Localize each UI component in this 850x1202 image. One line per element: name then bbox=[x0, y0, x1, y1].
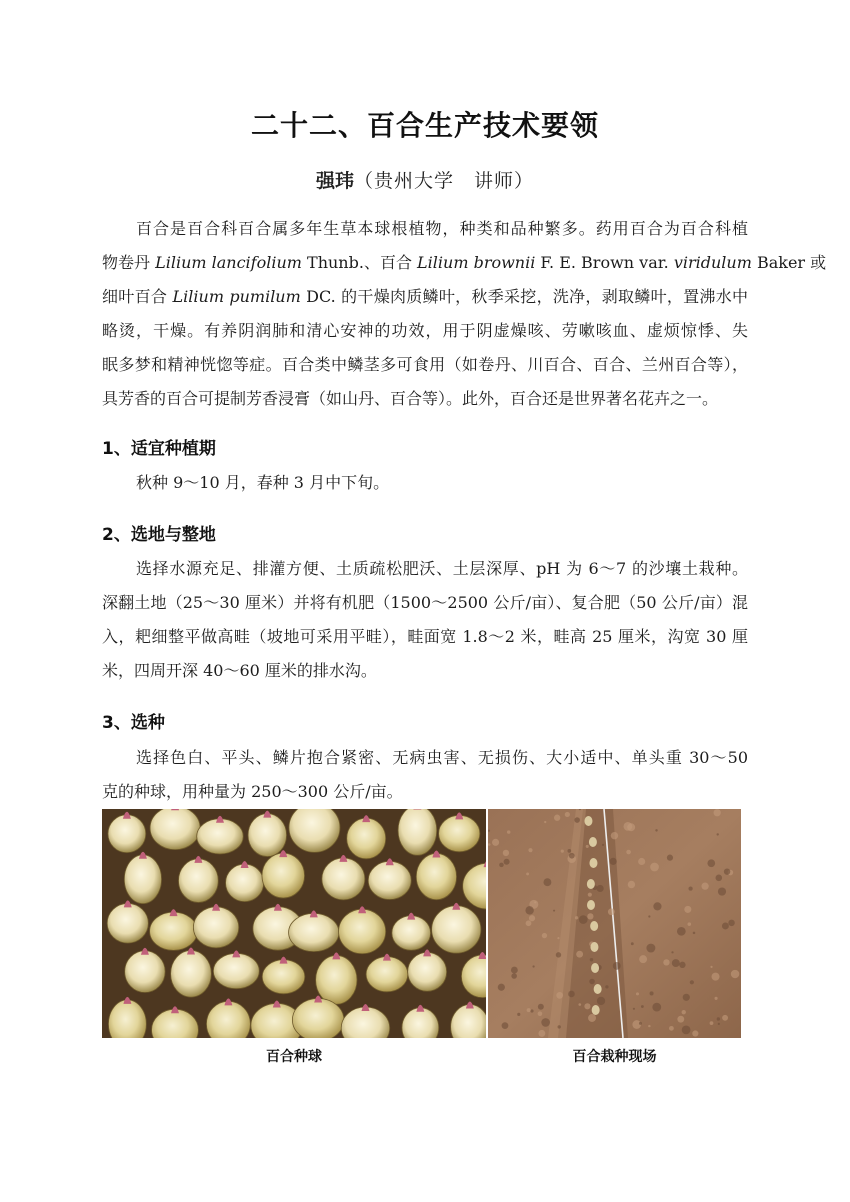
soil-clod-shape bbox=[717, 833, 719, 835]
text-run: 具芳香的百合可提制芳香浸膏（如山丹、百合等）。此外，百合还是世界著名花卉之一。 bbox=[102, 389, 719, 408]
bulb-shape bbox=[150, 912, 198, 950]
bulb-shape bbox=[366, 957, 408, 992]
soil-clod-shape bbox=[710, 1021, 714, 1025]
soil-clod-shape bbox=[653, 902, 661, 910]
soil-clod-shape bbox=[718, 1023, 720, 1025]
text-run: 略烫，干燥。有养阴润肺和清心安神的功效，用于阴虚燥咳、劳嗽咳血、虚烦惊悸、失 bbox=[102, 321, 748, 340]
lily-bulbs-image bbox=[102, 809, 486, 1038]
soil-clod-shape bbox=[504, 859, 510, 865]
soil-clod-shape bbox=[542, 933, 547, 938]
soil-clod-shape bbox=[558, 1025, 561, 1028]
bulb-shape bbox=[262, 853, 305, 898]
bulb-shape bbox=[392, 916, 431, 951]
soil-clod-shape bbox=[597, 997, 605, 1005]
soil-clod-shape bbox=[728, 920, 734, 926]
soil-clod-shape bbox=[671, 951, 673, 953]
bulb-shape bbox=[107, 903, 148, 943]
soil-clod-shape bbox=[511, 967, 518, 974]
soil-clod-shape bbox=[588, 893, 592, 897]
soil-clod-shape bbox=[503, 850, 509, 856]
soil-clod-shape bbox=[578, 1003, 581, 1006]
soil-clod-shape bbox=[688, 886, 692, 890]
soil-clod-shape bbox=[611, 832, 618, 839]
soil-clod-shape bbox=[556, 992, 563, 999]
text-run: F. E. Brown var. bbox=[535, 253, 674, 272]
soil-clod-shape bbox=[499, 863, 504, 868]
soil-clod-shape bbox=[692, 1030, 698, 1036]
planted-bulb-shape bbox=[587, 900, 595, 910]
soil-clod-shape bbox=[688, 922, 692, 926]
text-run: 眠多梦和精神恍惚等症。百合类中鳞茎多可食用（如卷丹、川百合、百合、兰州百合等）， bbox=[102, 355, 748, 374]
text-run: 物卷丹 bbox=[102, 253, 156, 272]
soil-clod-shape bbox=[715, 997, 718, 1000]
section-heading-seed-selection: 3、选种 bbox=[102, 713, 165, 733]
planting-field-photo bbox=[488, 809, 741, 1038]
text-line bbox=[102, 620, 748, 654]
soil-clod-shape bbox=[731, 970, 739, 978]
bulb-shape bbox=[248, 814, 287, 857]
text-line bbox=[102, 552, 748, 586]
soil-clod-shape bbox=[682, 1025, 691, 1034]
bulb-shape bbox=[178, 859, 218, 903]
text-run: 细叶百合 bbox=[102, 287, 173, 306]
soil-clod-shape bbox=[610, 858, 617, 865]
soil-clod-shape bbox=[690, 980, 694, 984]
soil-clod-shape bbox=[650, 863, 659, 872]
bulb-shape bbox=[292, 998, 344, 1038]
bulb-shape bbox=[262, 960, 305, 994]
soil-clod-shape bbox=[561, 850, 564, 853]
soil-clod-shape bbox=[569, 853, 575, 859]
soil-clod-shape bbox=[576, 951, 583, 958]
text-line bbox=[102, 280, 748, 314]
soil-clod-shape bbox=[712, 973, 720, 981]
planted-bulb-shape bbox=[584, 816, 592, 826]
soil-clod-shape bbox=[557, 937, 559, 939]
bulb-shape bbox=[125, 951, 165, 993]
text-line bbox=[102, 314, 748, 348]
latin-name: viridulum bbox=[673, 253, 752, 272]
soil-clod-shape bbox=[579, 915, 588, 924]
soil-clod-shape bbox=[613, 962, 621, 970]
soil-clod-shape bbox=[567, 849, 571, 853]
soil-clod-shape bbox=[538, 1011, 543, 1016]
text-run: 深翻土地（25～30 厘米）并将有机肥（1500～2500 公斤/亩）、复合肥（50 公斤/亩）混 bbox=[102, 593, 748, 612]
bulb-shape bbox=[408, 952, 447, 991]
soil-clod-shape bbox=[589, 979, 595, 985]
soil-clod-shape bbox=[538, 1004, 544, 1010]
text-run: DC. 的干燥肉质鳞叶，秋季采挖，洗净，剥取鳞叶，置沸水中 bbox=[300, 287, 749, 306]
text-run: 米，四周开深 40～60 厘米的排水沟。 bbox=[102, 661, 377, 680]
soil-clod-shape bbox=[683, 994, 690, 1001]
soil-clod-shape bbox=[574, 817, 580, 823]
soil-clod-shape bbox=[655, 829, 657, 831]
intro-paragraph bbox=[102, 212, 827, 416]
bulb-shape bbox=[439, 815, 480, 851]
soil-clod-shape bbox=[525, 906, 533, 914]
text-line bbox=[102, 466, 748, 500]
bulb-shape bbox=[193, 907, 238, 948]
soil-clod-shape bbox=[648, 915, 650, 917]
soil-clod-shape bbox=[584, 1003, 590, 1009]
bulb-shape bbox=[171, 950, 212, 997]
text-line bbox=[102, 741, 748, 775]
text-run: Thunb.、百合 bbox=[301, 253, 418, 272]
soil-clod-shape bbox=[565, 812, 570, 817]
planted-bulb-shape bbox=[591, 963, 599, 973]
soil-clod-shape bbox=[679, 962, 685, 968]
author-name: 强玮 bbox=[315, 170, 354, 192]
soil-clod-shape bbox=[530, 1009, 533, 1012]
planted-bulb-shape bbox=[589, 858, 597, 868]
soil-clod-shape bbox=[586, 845, 589, 848]
soil-clod-shape bbox=[511, 973, 517, 979]
soil-clod-shape bbox=[633, 1008, 635, 1010]
soil-clod-shape bbox=[677, 927, 686, 936]
soil-clod-shape bbox=[722, 923, 729, 930]
planted-bulb-shape bbox=[594, 984, 602, 994]
figure-caption-lily-bulbs: 百合种球 bbox=[266, 1049, 322, 1065]
soil-clod-shape bbox=[639, 955, 647, 963]
author-affiliation: （贵州大学 讲师） bbox=[354, 170, 535, 192]
bulb-shape bbox=[197, 819, 244, 854]
soil-clod-shape bbox=[710, 966, 712, 968]
bulb-shape bbox=[322, 858, 365, 900]
latin-name: Lilium lancifolium bbox=[155, 253, 302, 272]
soil-clod-shape bbox=[532, 965, 534, 967]
bulb-shape bbox=[150, 809, 200, 850]
soil-clod-shape bbox=[507, 830, 510, 833]
text-run: 克的种球，用种量为 250～300 公斤/亩。 bbox=[102, 782, 403, 801]
soil-clod-shape bbox=[541, 1018, 550, 1027]
soil-clod-shape bbox=[538, 1030, 545, 1037]
bulb-shape bbox=[289, 913, 339, 951]
soil-clod-shape bbox=[722, 1015, 728, 1021]
soil-clod-shape bbox=[624, 822, 633, 831]
section-body-site-preparation bbox=[102, 552, 748, 688]
text-run: Baker 或 bbox=[751, 253, 827, 272]
text-line bbox=[102, 246, 827, 280]
soil-clod-shape bbox=[626, 850, 631, 855]
soil-clod-shape bbox=[587, 913, 593, 919]
bulb-shape bbox=[368, 861, 411, 899]
soil-clod-shape bbox=[672, 959, 680, 967]
planted-bulb-shape bbox=[589, 837, 597, 847]
soil-clod-shape bbox=[527, 1008, 531, 1012]
soil-clod-shape bbox=[663, 959, 669, 965]
soil-clod-shape bbox=[724, 868, 730, 874]
soil-clod-shape bbox=[526, 920, 532, 926]
soil-clod-shape bbox=[641, 1005, 644, 1008]
author-line bbox=[0, 166, 850, 193]
text-run: 入，耙细整平做高畦（坡地可采用平畦），畦面宽 1.8～2 米，畦高 25 厘米，沟宽 30 厘 bbox=[102, 627, 748, 646]
soil-clod-shape bbox=[529, 915, 535, 921]
section-body-seed-selection bbox=[102, 741, 748, 809]
latin-name: Lilium pumilum bbox=[172, 287, 301, 306]
soil-clod-shape bbox=[588, 1014, 596, 1022]
soil-clod-shape bbox=[544, 821, 546, 823]
figure-caption-planting-field: 百合栽种现场 bbox=[572, 1049, 657, 1065]
soil-clod-shape bbox=[648, 1025, 650, 1027]
planted-bulb-shape bbox=[587, 879, 595, 889]
bulb-shape bbox=[339, 909, 386, 954]
soil-clod-shape bbox=[717, 1017, 720, 1020]
soil-clod-shape bbox=[682, 1010, 686, 1014]
soil-clod-shape bbox=[526, 872, 529, 875]
soil-clod-shape bbox=[502, 1022, 509, 1029]
text-line bbox=[102, 348, 748, 382]
soil-clod-shape bbox=[701, 883, 708, 890]
soil-clod-shape bbox=[492, 839, 499, 846]
text-line bbox=[102, 586, 748, 620]
bulb-shape bbox=[316, 955, 357, 1004]
text-line bbox=[102, 212, 748, 246]
bulb-shape bbox=[226, 864, 264, 902]
bulb-shape bbox=[108, 815, 146, 853]
text-run: 百合是百合科百合属多年生草本球根植物，种类和品种繁多。药用百合为百合科植 bbox=[136, 219, 748, 238]
soil-clod-shape bbox=[639, 1022, 642, 1025]
text-line bbox=[102, 382, 748, 416]
soil-clod-shape bbox=[716, 875, 723, 882]
text-run: 选择色白、平头、鳞片抱合紧密、无病虫害、无损伤、大小适中、单头重 30～50 bbox=[136, 748, 748, 767]
bulb-shape bbox=[124, 855, 161, 904]
soil-clod-shape bbox=[631, 942, 634, 945]
bulb-shape bbox=[416, 853, 456, 899]
soil-clod-shape bbox=[498, 984, 505, 991]
soil-clod-shape bbox=[575, 916, 578, 919]
lily-bulbs-photo bbox=[102, 809, 486, 1038]
soil-clod-shape bbox=[707, 859, 715, 867]
section-heading-planting-period: 1、适宜种植期 bbox=[102, 439, 216, 459]
soil-clod-shape bbox=[652, 1003, 661, 1012]
soil-clod-shape bbox=[554, 815, 560, 821]
bulb-shape bbox=[398, 809, 437, 855]
soil-clod-shape bbox=[628, 881, 635, 888]
soil-clod-shape bbox=[684, 906, 691, 913]
soil-clod-shape bbox=[608, 908, 615, 915]
soil-clod-shape bbox=[714, 809, 721, 816]
planted-bulb-shape bbox=[592, 1005, 600, 1015]
soil-clod-shape bbox=[590, 958, 593, 961]
soil-clod-shape bbox=[693, 932, 696, 935]
soil-clod-shape bbox=[568, 991, 575, 998]
section-body-planting-period bbox=[102, 466, 748, 500]
soil-clod-shape bbox=[638, 858, 645, 865]
page-title: 二十二、百合生产技术要领 bbox=[250, 109, 599, 142]
latin-name: Lilium brownii bbox=[417, 253, 536, 272]
text-line bbox=[102, 654, 748, 688]
soil-clod-shape bbox=[556, 952, 561, 957]
planting-field-image bbox=[488, 809, 741, 1038]
soil-clod-shape bbox=[636, 992, 639, 995]
bulb-tip-shape bbox=[171, 809, 179, 810]
planted-bulb-shape bbox=[590, 942, 598, 952]
soil-clod-shape bbox=[543, 878, 551, 886]
bulb-shape bbox=[213, 953, 259, 988]
bulb-shape bbox=[432, 906, 481, 953]
soil-clod-shape bbox=[667, 855, 673, 861]
soil-clod-shape bbox=[528, 848, 532, 852]
soil-clod-shape bbox=[597, 885, 604, 892]
soil-clod-shape bbox=[669, 1026, 674, 1031]
text-run: 秋种 9～10 月，春种 3 月中下旬。 bbox=[136, 473, 390, 492]
bulb-shape bbox=[347, 818, 386, 859]
text-line bbox=[102, 775, 748, 809]
text-run: 选择水源充足、排灌方便、土质疏松肥沃、土层深厚、pH 为 6～7 的沙壤土栽种。 bbox=[136, 559, 748, 578]
soil-clod-shape bbox=[602, 844, 604, 846]
planted-bulb-shape bbox=[590, 921, 598, 931]
soil-clod-shape bbox=[646, 944, 655, 953]
soil-clod-shape bbox=[553, 910, 555, 912]
soil-clod-shape bbox=[605, 985, 608, 988]
soil-clod-shape bbox=[718, 887, 726, 895]
section-heading-site-preparation: 2、选地与整地 bbox=[102, 525, 216, 545]
soil-clod-shape bbox=[677, 1016, 684, 1023]
soil-clod-shape bbox=[517, 1013, 520, 1016]
soil-clod-shape bbox=[650, 991, 654, 995]
